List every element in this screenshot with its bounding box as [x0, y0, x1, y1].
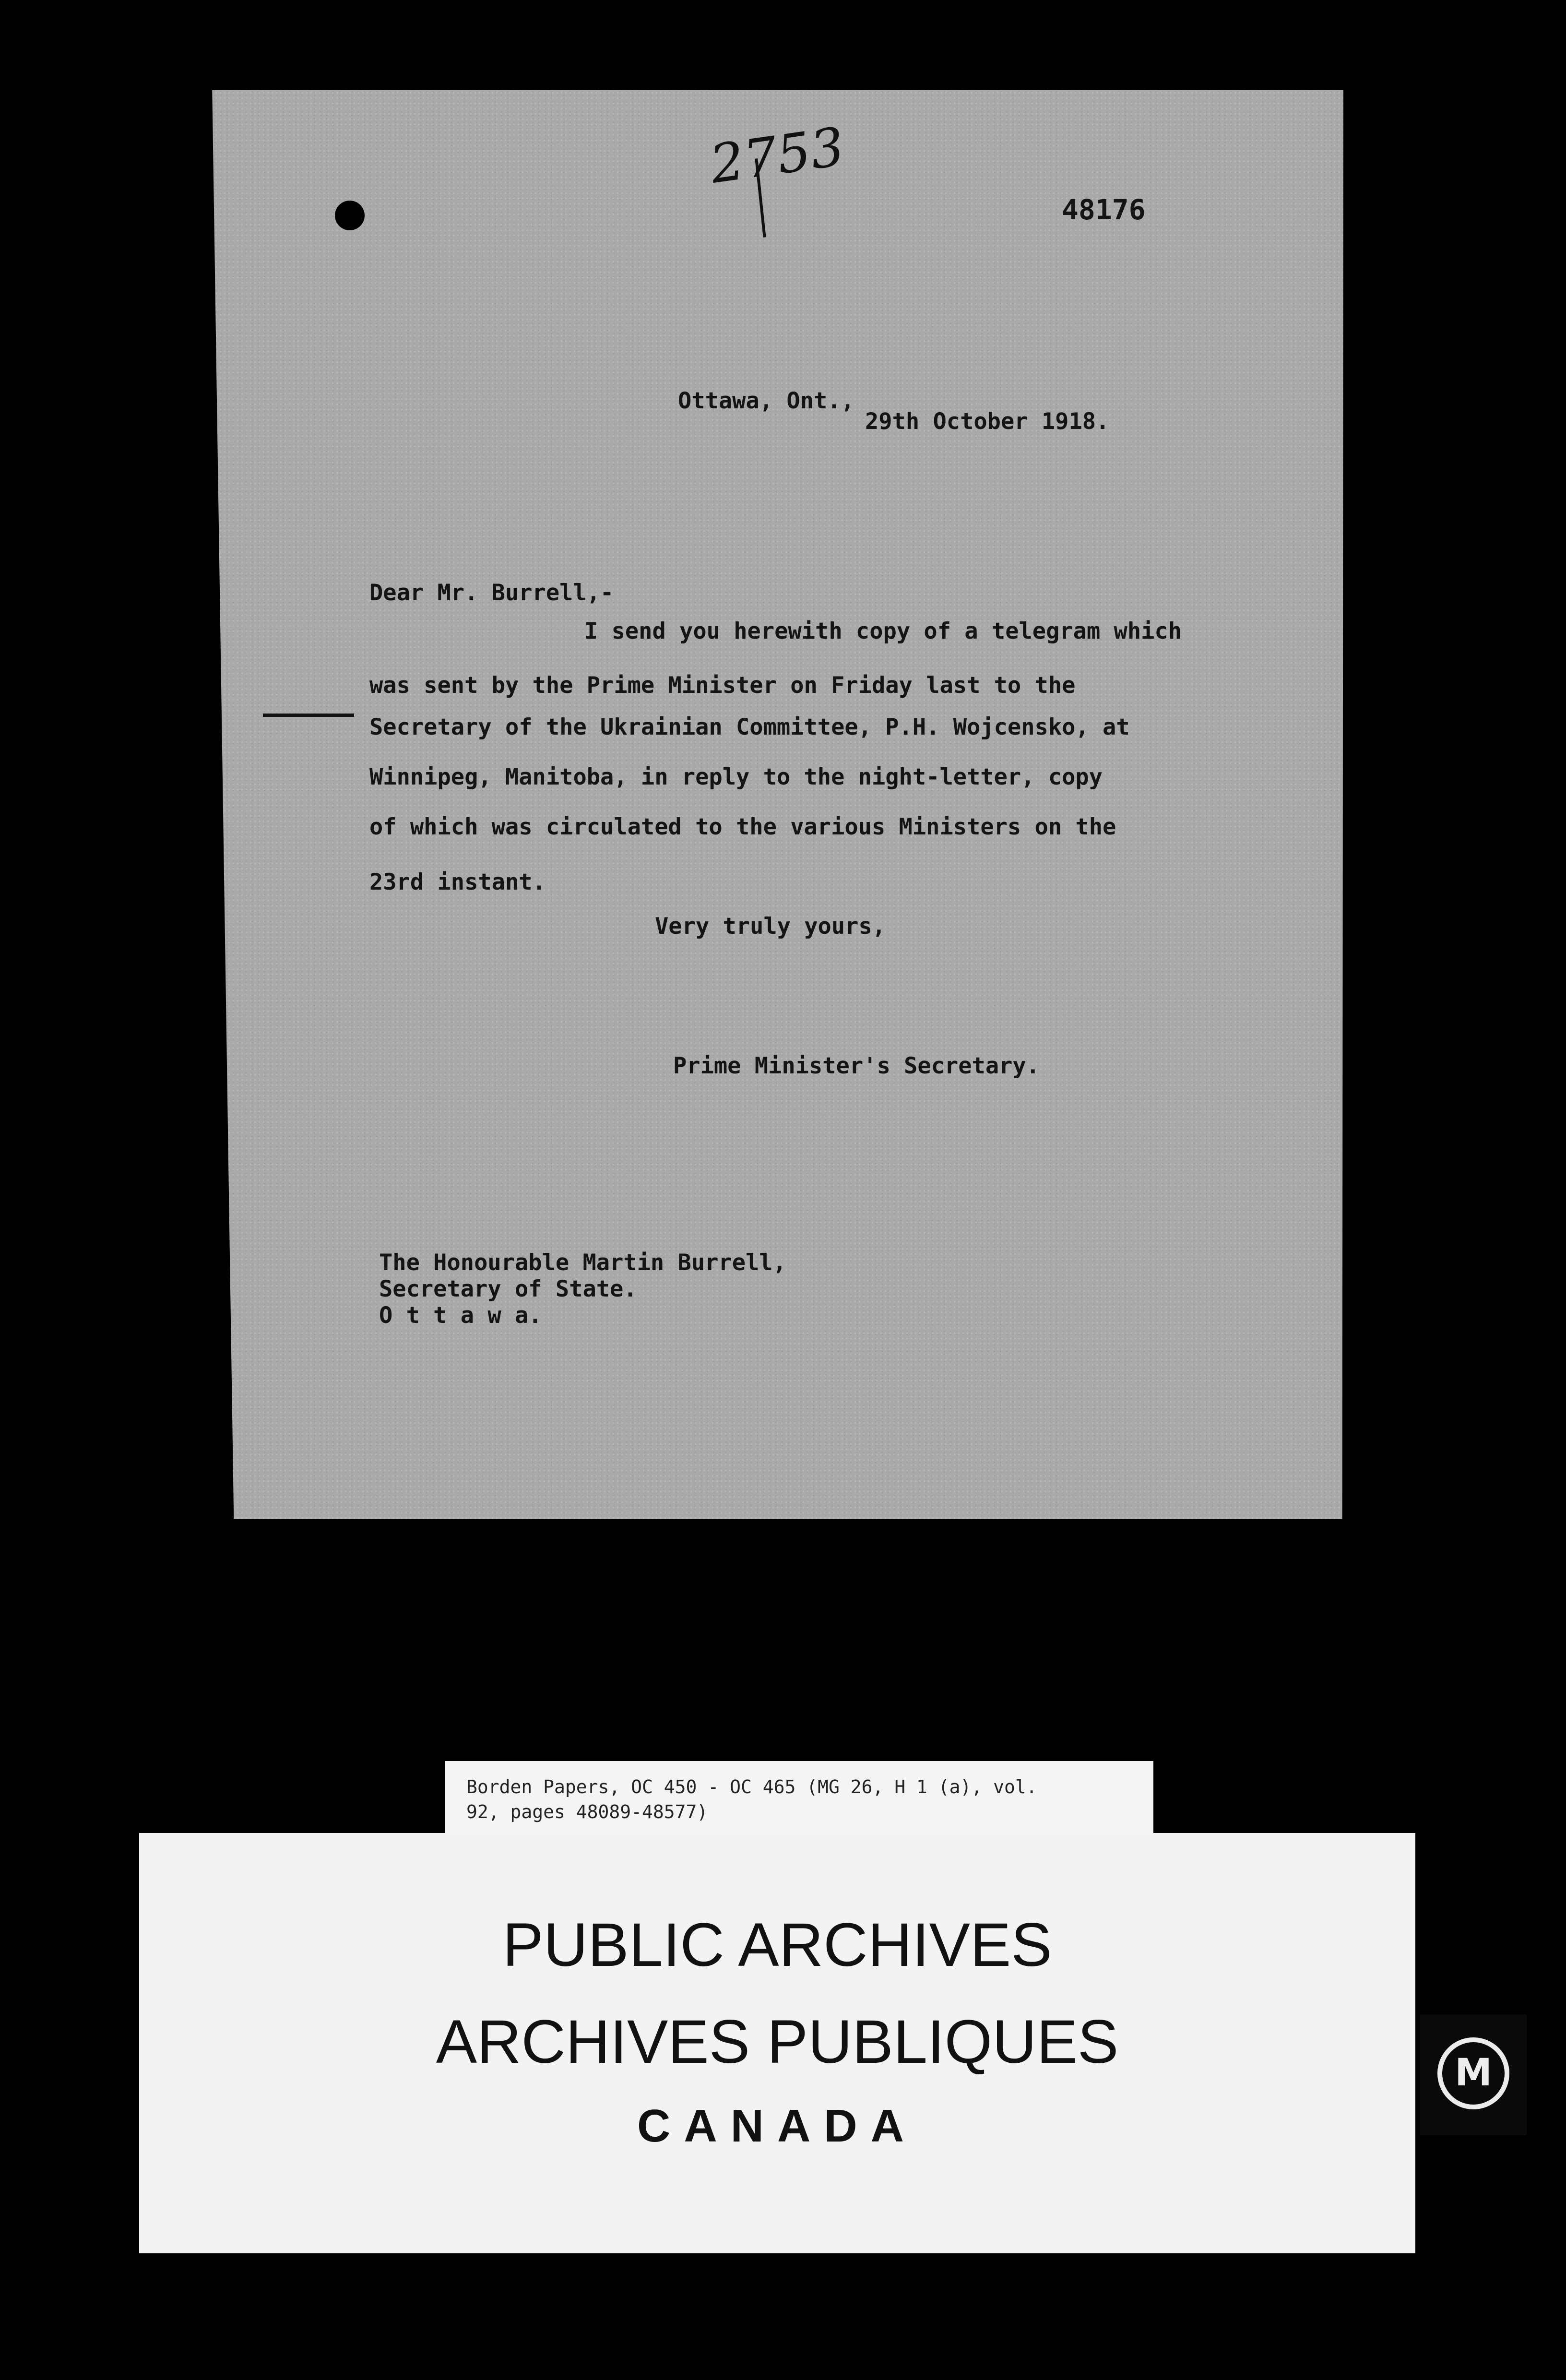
recipient-line: O t t a w a.: [379, 1302, 542, 1329]
document-number: 48176: [1062, 193, 1146, 226]
salutation: Dear Mr. Burrell,-: [369, 580, 614, 606]
archives-card: [139, 1833, 1415, 2253]
body-line: Winnipeg, Manitoba, in reply to the night-letter, copy: [369, 764, 1103, 790]
reference-card: [445, 1761, 1153, 1838]
letter-place: Ottawa, Ont.,: [678, 388, 854, 414]
recipient-line: The Honourable Martin Burrell,: [379, 1250, 786, 1276]
body-line: of which was circulated to the various Ministers on the: [369, 814, 1116, 840]
archives-title-english: PUBLIC ARCHIVES: [502, 1911, 1052, 1979]
body-line: was sent by the Prime Minister on Friday last to the: [369, 672, 1076, 699]
recipient-line: Secretary of State.: [379, 1276, 637, 1302]
archives-title-french: ARCHIVES PUBLIQUES: [436, 2008, 1119, 2076]
body-line: Secretary of the Ukrainian Committee, P.H. Wojcensko, at: [369, 714, 1130, 740]
punch-hole: [335, 201, 365, 230]
archives-logo: [1420, 2014, 1527, 2135]
body-line: 23rd instant.: [369, 869, 546, 895]
letter-page: [205, 90, 1343, 1519]
letter-date: 29th October 1918.: [865, 408, 1110, 435]
logo-mark: M: [1437, 2037, 1509, 2109]
reference-line: Borden Papers, OC 450 - OC 465 (MG 26, H 1 (a), vol.: [466, 1776, 1037, 1797]
signature: Prime Minister's Secretary.: [673, 1053, 1040, 1079]
closing: Very truly yours,: [655, 913, 886, 940]
body-line: I send you herewith copy of a telegram which: [584, 618, 1182, 644]
margin-mark: [263, 714, 354, 717]
reference-line: 92, pages 48089-48577): [466, 1801, 708, 1822]
reference-text: [466, 1774, 1138, 1824]
handwritten-number: 2753: [706, 116, 848, 195]
archives-country: CANADA: [637, 2100, 917, 2152]
